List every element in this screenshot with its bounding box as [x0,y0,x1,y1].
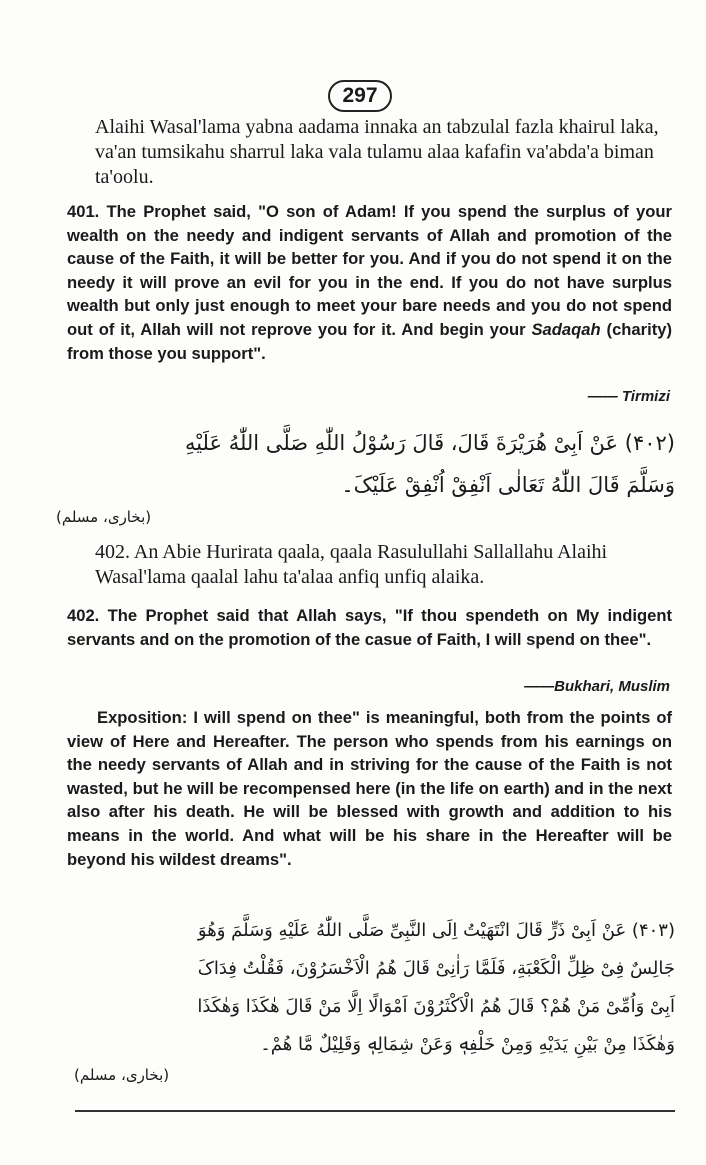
hadith-401-attribution: —— Tirmizi [587,388,670,405]
hadith-403-arabic-line: (۴۰۳) عَنْ اَبِیْ ذَرٍّ قَالَ انْتَهَیْتُ اِلَی النَّبِیِّ صَلَّی اللّٰهُ عَلَیْهِ وَسَلَّمَ وَهُوَ [197,920,675,941]
hadith-402-arabic-line: وَسَلَّمَ قَالَ اللّٰهُ تَعَالٰی اَنْفِقْ اُنْفِقْ عَلَیْکَ۔ [341,473,675,497]
hadith-402-transliteration: 402. An Abie Hurirata qaala, qaala Rasulullahi Sallallahu Alaihi Wasal'lama qaalal lahu ta'alaa anfiq unfiq alaika. [95,541,608,588]
hadith-401-sadaqah-term: Sadaqah [531,319,601,339]
hadith-402-exposition [67,706,672,871]
exposition-label: Exposition: [97,708,188,727]
hadith-402-arabic [75,422,675,506]
hadith-403-arabic-line: اَبِیْ وَاُمِّیْ مَنْ هُمْ؟ قَالَ هُمُ الْاَکْثَرُوْنَ اَمْوَالًا اِلَّا مَنْ قَالَ هٰکَذَا وَهٰکَذَا [197,996,675,1017]
page-number: 297 [328,80,392,112]
hadith-401-transliteration: Alaihi Wasal'lama yabna aadama innaka an tabzulal fazla khairul laka, va'an tumsikahu sharrul laka vala tulamu alaa kafafin va'abda'a biman ta'oolu. [95,116,659,188]
hadith-401-translation [67,200,672,365]
hadith-402-translation: 402. The Prophet said that Allah says, "If thou spendeth on My indigent servants and on the promotion of the casue of Faith, I will spend on thee". [67,606,672,649]
footer-rule [75,1110,675,1112]
hadith-401-translation-main: 401. The Prophet said, "O son of Adam! If you spend the surplus of your wealth on the needy and indigent servants of Allah and promotion of the cause of the Faith, it will be better for you. And if you do not spend it on the needy it will prove an evil for you in the end. If you do not have surplus wealth but only just enough to meet your bare needs and you do not spend out of it, Allah will not reprove you for it. And begin your [67,202,672,339]
hadith-402-source: (بخاری، مسلم) [56,508,152,526]
exposition-text: I will spend on thee" is meaningful, both from the points of view of Here and Hereafter. The person who spends from his earnings on the needy servants of Allah and in striving for the cause of the Faith is not wasted, but he will be recompensed here (in the life on earth) and in the next also after his death. He will be blessed with growth and addition to his means in the world. And what will be his share in the Hereafter will be beyond his wildest dreams". [67,708,672,869]
hadith-403-arabic [75,912,675,1064]
hadith-402-arabic-line: (۴۰۲) عَنْ اَبِیْ هُرَیْرَةَ قَالَ، قَالَ رَسُوْلُ اللّٰهِ صَلَّی اللّٰهُ عَلَیْهِ [184,431,675,455]
hadith-403-arabic-line: جَالِسٌ فِیْ ظِلِّ الْکَعْبَةِ، فَلَمَّا رَاٰنِیْ قَالَ هُمُ الْاَخْسَرُوْنَ، فَقُلْتُ فِدَاکَ [197,958,675,979]
hadith-401-translation-end: (charity) from those you support". [67,319,673,363]
hadith-403-arabic-line: وَهٰکَذَا مِنْ بَیْنِ یَدَیْهِ وَمِنْ خَلْفِهٖ وَعَنْ شِمَالِهٖ وَقَلِیْلٌ مَّا هُمْ۔ [260,1034,675,1055]
hadith-402-attribution: ——Bukhari, Muslim [524,678,670,695]
hadith-403-source: (بخاری، مسلم) [74,1066,170,1084]
